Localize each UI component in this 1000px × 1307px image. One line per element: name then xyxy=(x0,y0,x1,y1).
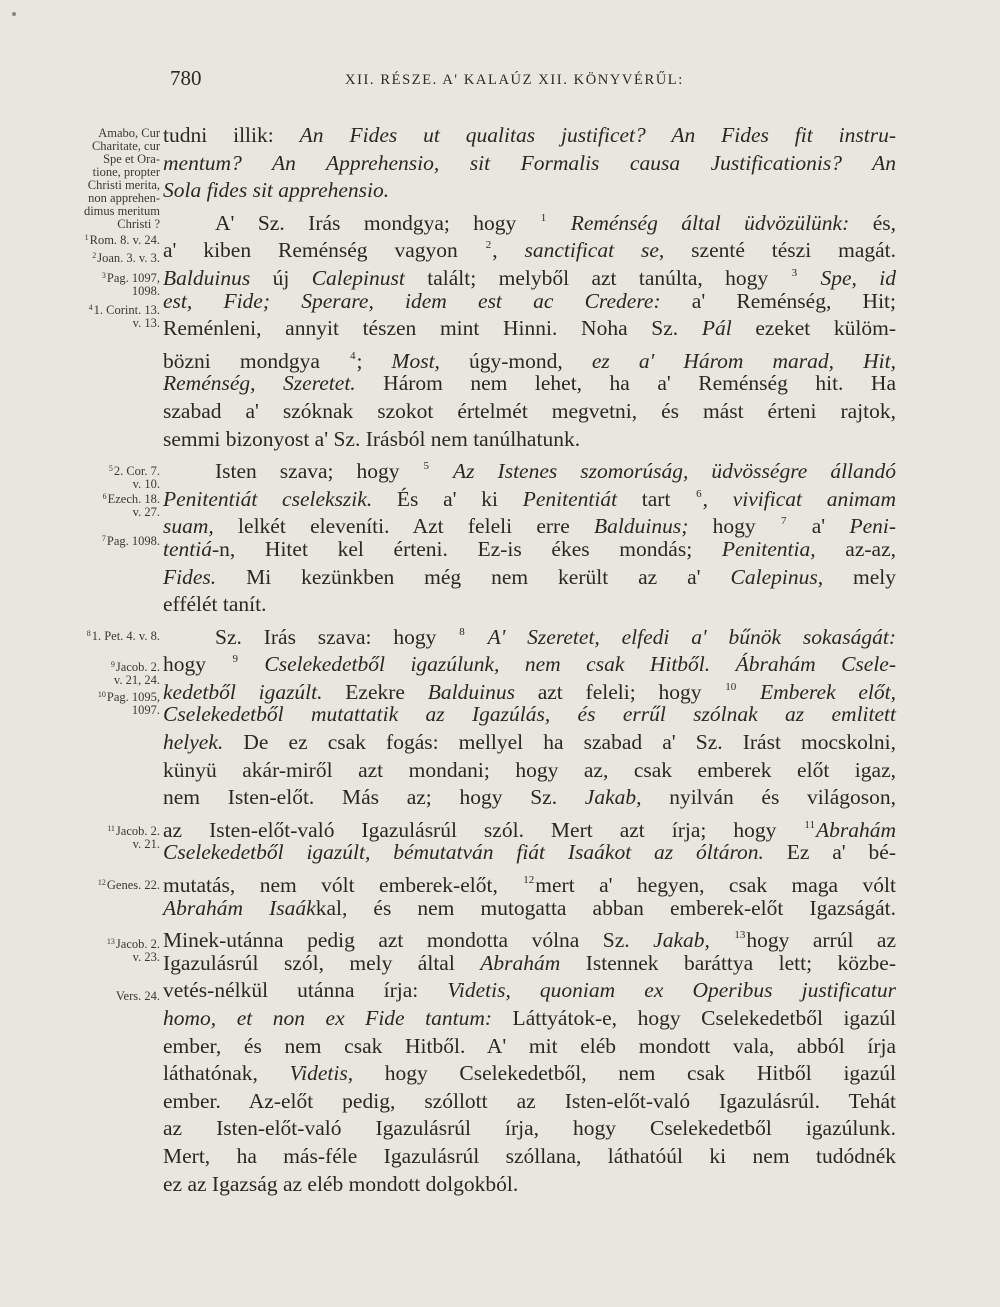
margin-note-text: 2. Cor. 7. v. 10. xyxy=(113,464,160,491)
text-run: Calepinust xyxy=(311,265,405,290)
text-run: helyek. xyxy=(163,730,224,755)
running-head: XII. RÉSZE. A' KALAÚZ XII. KÖNYVÉRŰL: xyxy=(345,72,684,88)
text-line xyxy=(163,205,896,233)
text-run: hogy arrúl az xyxy=(746,928,897,953)
page-speck xyxy=(12,12,16,16)
text-run: ez az Igazság az eléb mondott dolgokból. xyxy=(163,1171,519,1196)
text-run: Jakab, xyxy=(653,928,710,953)
text-run: Mi kezünkben még nem került az a' xyxy=(216,564,731,589)
text-run: Balduinus; xyxy=(594,514,689,539)
text-run: tart xyxy=(617,486,696,511)
text-run: Videtis, xyxy=(289,1061,354,1086)
text-run: Minek-utánna pedig azt mondotta vólna Sz. xyxy=(163,928,654,953)
footnote-marker: 1 xyxy=(84,233,89,242)
margin-note-text: Pag. 1097, 1098. xyxy=(106,271,160,298)
text-line xyxy=(163,1171,896,1199)
text-run: mentum? An Apprehensio, sit Formalis causa Justificationis? An xyxy=(163,150,896,175)
text-run: ; xyxy=(356,348,392,373)
text-run: szenté tészi magát. xyxy=(664,238,897,263)
text-run: úgy-mond, xyxy=(439,348,592,373)
text-run: bözni mondgya xyxy=(163,348,349,373)
footnote-ref: 3 xyxy=(791,266,798,279)
text-run xyxy=(466,625,488,649)
text-line xyxy=(163,426,896,454)
text-run: Mert, ha más-féle Igazulásrúl szóllana, láthatóúl ki nem tudódnék xyxy=(163,1143,896,1168)
text-run: ez a' Három marad, Hit, xyxy=(591,348,896,373)
footnote-ref: 4 xyxy=(349,349,356,362)
text-run: az Isten-előt-való Igazulásrúl írja, hogy Cselekedetből igazúlunk. xyxy=(163,1116,896,1141)
text-run: Reménség, Szeretet. xyxy=(163,371,356,396)
text-run: hogy Cselekedetből, nem csak Hitből igazúl xyxy=(353,1061,896,1086)
margin-note-text: Pag. 1098. xyxy=(106,534,160,548)
margin-note xyxy=(12,249,160,265)
text-run: suam, xyxy=(163,514,214,539)
text-run: Reménség által üdvözülünk: xyxy=(570,210,850,235)
page-number: 780 xyxy=(170,66,202,90)
text-run: hogy xyxy=(163,652,232,677)
footnote-ref: 11 xyxy=(804,818,815,831)
text-run: azt feleli; hogy xyxy=(514,679,725,704)
footnote-marker: 9 xyxy=(110,660,115,669)
text-run xyxy=(239,652,264,676)
text-line xyxy=(163,232,897,263)
footnote-ref: 8 xyxy=(459,625,465,638)
text-run: A' Szeretet, elfedi a' bűnök sokaságát: xyxy=(487,624,896,649)
text-line xyxy=(163,1005,896,1033)
text-line xyxy=(163,1033,896,1061)
text-run: a' Reménség, Hit; xyxy=(660,288,896,313)
text-run: est, Fide; Sperare, idem est ac Credere: xyxy=(163,288,661,313)
text-line xyxy=(163,784,896,812)
margin-note-text: Genes. 22. xyxy=(106,878,160,892)
text-line xyxy=(163,177,896,205)
footnote-ref: 13 xyxy=(734,929,746,942)
footnote-marker: 12 xyxy=(97,878,106,887)
margin-note-text: Pag. 1095, 1097. xyxy=(106,690,160,717)
margin-note-text: Rom. 8. v. 24. xyxy=(89,233,160,247)
text-run: tudni illik: xyxy=(163,123,300,147)
text-run: Peni- xyxy=(849,514,896,539)
margin-note xyxy=(12,822,160,851)
text-line xyxy=(163,122,896,150)
margin-note xyxy=(12,532,160,548)
footnote-ref: 1 xyxy=(540,211,547,224)
text-run: az-az, xyxy=(815,536,896,561)
text-run: Pál xyxy=(701,316,732,341)
text-run: kal, és nem mutogatta abban emberek-előt Igazságát. xyxy=(315,895,896,920)
text-run: Abrahám xyxy=(480,950,561,975)
footnote-marker: 5 xyxy=(108,464,113,473)
text-run: Ez a' bé- xyxy=(763,840,896,865)
text-run xyxy=(737,680,760,704)
text-line xyxy=(163,398,896,426)
footnote-marker: 7 xyxy=(101,534,106,543)
footnote-ref: 12 xyxy=(523,874,535,887)
text-run: talált; melyből azt tanúlta, hogy xyxy=(404,265,791,290)
text-run: lelkét eleveníti. Azt feleli erre xyxy=(213,514,595,539)
text-line xyxy=(163,453,897,484)
text-run: Reménleni, annyit tészen mint Hinni. Noha Sz. xyxy=(163,316,702,341)
footnote-marker: 8 xyxy=(86,629,91,638)
margin-note-text: Jacob. 2. v. 21. xyxy=(115,824,160,851)
text-run: láthatónak, xyxy=(163,1061,290,1086)
margin-note-text: Amabo, Cur Charitate, cur Spe et Ora- tione, propter Christi merita, non apprehen- dimus meritum Christi ? xyxy=(83,126,160,231)
margin-note-text: Jacob. 2. v. 21, 24. xyxy=(113,660,160,687)
text-line xyxy=(163,619,896,647)
text-run: Sz. Irás szava: hogy xyxy=(215,624,459,649)
text-run: És a' ki xyxy=(372,486,523,511)
text-run: Spe, id xyxy=(820,265,896,290)
text-line xyxy=(163,288,896,316)
text-run: mert a' hegyen, csak maga vólt xyxy=(535,873,896,898)
footnote-marker: 2 xyxy=(92,251,97,260)
text-line xyxy=(163,370,896,398)
text-run xyxy=(547,211,570,235)
margin-note xyxy=(12,462,160,491)
text-run: A' Sz. Irás mondgya; hogy xyxy=(215,210,540,235)
body-text xyxy=(163,122,896,1198)
text-run: , xyxy=(702,486,733,511)
margin-note-text: Joan. 3. v. 3. xyxy=(97,251,160,265)
text-line xyxy=(163,564,896,592)
text-run: Három nem lehet, ha a' Reménség hit. Ha xyxy=(355,371,896,396)
text-line xyxy=(163,839,896,867)
margin-note-text: Ezech. 18. v. 27. xyxy=(107,492,160,519)
text-line xyxy=(163,150,896,178)
text-line xyxy=(163,508,896,539)
text-run: Fides. xyxy=(163,564,217,589)
text-line xyxy=(163,922,897,953)
text-run: új xyxy=(250,265,312,290)
text-run: Az Istenes szomorúság, üdvösségre állandó xyxy=(453,459,897,484)
text-line xyxy=(163,646,896,677)
margin-note xyxy=(12,935,160,964)
margin-note xyxy=(12,990,160,1003)
text-line xyxy=(163,481,896,509)
margin-note-text: Jacob. 2. v. 23. xyxy=(115,937,160,964)
text-line xyxy=(163,812,896,840)
text-run: De ez csak fogás: mellyel ha szabad a' Sz. Irást mocskolni, xyxy=(223,730,896,755)
margin-note xyxy=(12,269,160,298)
text-run: Ezekre xyxy=(322,679,428,704)
margin-note xyxy=(12,301,160,330)
text-run: Calepinus, xyxy=(730,564,824,589)
text-run: Sola fides sit apprehensio. xyxy=(163,178,390,203)
footnote-ref: 2 xyxy=(485,239,492,252)
footnote-marker: 4 xyxy=(88,303,93,312)
footnote-marker: 6 xyxy=(102,492,107,501)
text-line xyxy=(163,701,896,729)
text-run: Igazulásrúl szól, mely által xyxy=(163,950,481,975)
text-run: Istennek baráttya lett; közbe- xyxy=(560,950,896,975)
text-run: Cselekedetből igazúlt, bémutatván fiát Isaákot az óltáron. xyxy=(163,840,764,865)
text-line xyxy=(163,867,896,898)
text-run: Abrahám xyxy=(815,817,896,842)
text-run: Penitentiát xyxy=(522,486,618,511)
text-run: Videtis, quoniam ex Operibus justificatur xyxy=(447,978,896,1003)
text-run: vivificat animam xyxy=(732,486,896,511)
text-run: effélét tanít. xyxy=(163,592,267,617)
text-line xyxy=(163,674,896,702)
text-line xyxy=(163,1115,896,1143)
text-run: , xyxy=(492,238,525,263)
text-line xyxy=(163,260,896,288)
text-run: kedetből igazúlt. xyxy=(163,679,323,704)
margin-note xyxy=(12,490,160,519)
page-header xyxy=(0,62,1000,102)
text-run: Most, xyxy=(391,348,440,373)
text-run: Balduinus xyxy=(427,679,515,704)
margin-note-text: Vers. 24. xyxy=(115,989,160,1003)
text-run: Láttyátok-e, hogy Cselekedetből igazúl xyxy=(492,1006,896,1030)
text-run: hogy xyxy=(688,514,780,539)
text-run: és, xyxy=(849,210,896,235)
text-line xyxy=(163,315,896,343)
footnote-marker: 3 xyxy=(101,271,106,280)
text-run: ezeket külöm- xyxy=(731,316,896,341)
footnote-ref: 9 xyxy=(232,653,238,666)
text-line xyxy=(163,1088,896,1116)
text-run: mely xyxy=(823,564,896,589)
text-run: Cselekedetből igazúlunk, nem csak Hitből. Ábrahám Csele- xyxy=(264,652,896,677)
text-line xyxy=(163,950,896,978)
footnote-marker: 10 xyxy=(97,690,106,699)
footnote-marker: 13 xyxy=(106,937,115,946)
text-line xyxy=(163,895,896,923)
text-run xyxy=(710,928,733,952)
text-line xyxy=(163,1060,896,1088)
text-run: szabad a' szóknak szokot értelmét megvetni, és mást érteni rajtok, xyxy=(163,398,896,423)
margin-note-text: 1. Pet. 4. v. 8. xyxy=(91,629,160,643)
text-run: a' xyxy=(787,514,850,539)
footnote-ref: 7 xyxy=(780,515,787,528)
footnote-marker: 11 xyxy=(107,824,115,833)
text-line xyxy=(163,536,896,564)
text-run: az Isten-előt-való Igazulásrúl szól. Mert azt írja; hogy xyxy=(163,817,804,842)
text-line xyxy=(163,729,896,757)
text-run: homo, et non ex Fide tantum: xyxy=(163,1006,493,1030)
footnote-ref: 5 xyxy=(423,460,430,473)
margin-note-text: 1. Corint. 13. v. 13. xyxy=(93,303,160,330)
text-run xyxy=(430,459,453,483)
text-line xyxy=(163,757,896,785)
text-run: mutatás, nem vólt emberek-előt, xyxy=(163,873,523,898)
text-run: Balduinus xyxy=(163,265,251,290)
text-run: a' kiben Reménség vagyon xyxy=(163,238,485,263)
text-run: tentiá xyxy=(163,536,212,561)
text-run: An Fides ut qualitas justificet? An Fides fit instru- xyxy=(299,123,896,147)
text-run: ember, és nem csak Hitből. A' mit eléb mondott vala, abból írja xyxy=(163,1033,896,1058)
text-run: künyü akár-miről azt mondani; hogy az, csak emberek előt igaz, xyxy=(163,757,896,782)
text-run: Abrahám Isaák xyxy=(163,895,316,920)
footnote-ref: 6 xyxy=(696,487,702,500)
text-run: Jakab, xyxy=(584,785,642,810)
margin-note xyxy=(12,127,160,231)
text-run: semmi bizonyost a' Sz. Irásból nem tanúlhatunk. xyxy=(163,426,581,451)
text-run: Penitentiát cselekszik. xyxy=(163,486,373,511)
text-run: Emberek előt, xyxy=(760,679,896,704)
text-run: ember. Az-előt pedig, szóllott az Isten-előt-való Igazulásrúl. Tehát xyxy=(163,1088,896,1113)
text-line xyxy=(163,1143,896,1171)
margin-note xyxy=(12,658,160,687)
margin-note xyxy=(12,627,160,643)
text-run: sanctificat se, xyxy=(524,238,665,263)
margin-note xyxy=(12,876,160,892)
text-run: vetés-nélkül utánna írja: xyxy=(163,978,448,1003)
margin-note xyxy=(12,231,160,247)
text-run: Isten szava; hogy xyxy=(215,459,423,484)
text-run: nem Isten-előt. Más az; hogy Sz. xyxy=(163,785,585,810)
text-line xyxy=(163,977,896,1005)
text-run: Cselekedetből mutattatik az Igazúlás, és errűl szólnak az emlitett xyxy=(163,702,896,727)
margin-note xyxy=(12,688,160,717)
text-run: -n, Hitet kel érteni. Ez-is ékes mondás; xyxy=(211,536,722,561)
text-run: nyilván és világoson, xyxy=(641,785,896,810)
text-line xyxy=(163,591,896,619)
footnote-ref: 10 xyxy=(725,680,737,693)
text-run: Penitentia, xyxy=(721,536,816,561)
text-run xyxy=(798,266,820,290)
text-line xyxy=(163,343,896,371)
